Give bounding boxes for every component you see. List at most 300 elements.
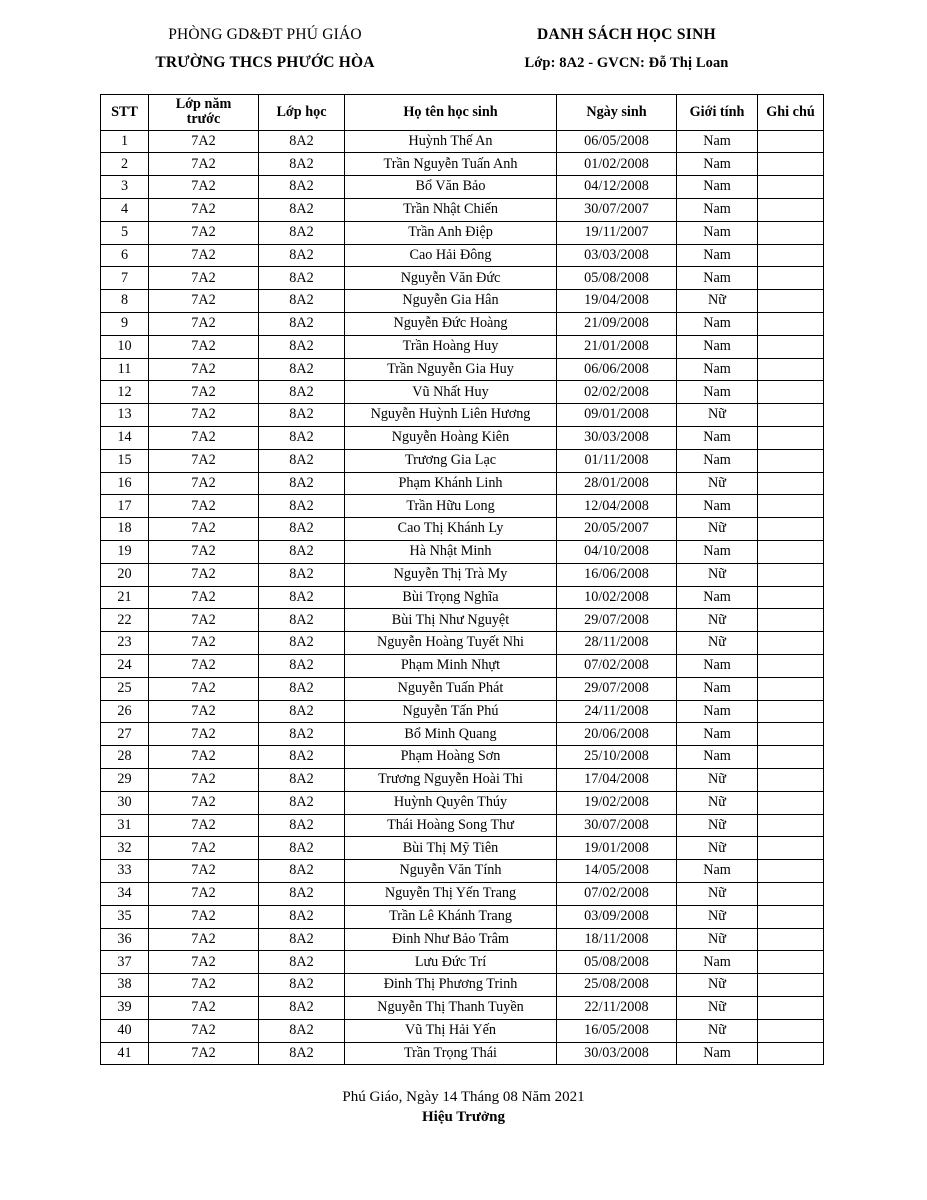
- table-header-row: [101, 95, 824, 131]
- cell-stt: 38: [101, 974, 149, 997]
- cell-note: [758, 221, 824, 244]
- cell-prev-class: 7A2: [149, 541, 259, 564]
- cell-gender: Nam: [677, 313, 758, 336]
- cell-stt: 22: [101, 609, 149, 632]
- cell-gender: Nữ: [677, 974, 758, 997]
- cell-stt: 31: [101, 814, 149, 837]
- cell-dob: 24/11/2008: [557, 700, 677, 723]
- cell-dob: 04/10/2008: [557, 541, 677, 564]
- cell-name: Trần Lê Khánh Trang: [345, 905, 557, 928]
- table-row: [101, 609, 824, 632]
- cell-class: 8A2: [259, 746, 345, 769]
- cell-gender: Nữ: [677, 768, 758, 791]
- cell-dob: 30/03/2008: [557, 1042, 677, 1065]
- cell-prev-class: 7A2: [149, 700, 259, 723]
- cell-note: [758, 814, 824, 837]
- cell-gender: Nam: [677, 449, 758, 472]
- cell-dob: 09/01/2008: [557, 404, 677, 427]
- cell-note: [758, 768, 824, 791]
- cell-note: [758, 427, 824, 450]
- cell-note: [758, 677, 824, 700]
- cell-gender: Nữ: [677, 1019, 758, 1042]
- cell-gender: Nữ: [677, 928, 758, 951]
- cell-note: [758, 837, 824, 860]
- cell-class: 8A2: [259, 449, 345, 472]
- cell-class: 8A2: [259, 244, 345, 267]
- column-header-name: Họ tên học sinh: [345, 95, 557, 131]
- cell-gender: Nam: [677, 700, 758, 723]
- cell-note: [758, 244, 824, 267]
- cell-prev-class: 7A2: [149, 518, 259, 541]
- cell-class: 8A2: [259, 791, 345, 814]
- cell-dob: 05/08/2008: [557, 267, 677, 290]
- cell-dob: 20/06/2008: [557, 723, 677, 746]
- table-row: [101, 335, 824, 358]
- cell-prev-class: 7A2: [149, 768, 259, 791]
- cell-dob: 06/06/2008: [557, 358, 677, 381]
- cell-stt: 1: [101, 130, 149, 153]
- cell-note: [758, 791, 824, 814]
- cell-dob: 19/02/2008: [557, 791, 677, 814]
- table-row: [101, 518, 824, 541]
- cell-gender: Nam: [677, 586, 758, 609]
- cell-name: Trần Nhật Chiến: [345, 199, 557, 222]
- cell-dob: 20/05/2007: [557, 518, 677, 541]
- cell-prev-class: 7A2: [149, 153, 259, 176]
- cell-gender: Nam: [677, 335, 758, 358]
- cell-stt: 40: [101, 1019, 149, 1042]
- cell-dob: 03/09/2008: [557, 905, 677, 928]
- class-teacher-line: Lớp: 8A2 - GVCN: Đỗ Thị Loan: [524, 55, 729, 71]
- cell-class: 8A2: [259, 221, 345, 244]
- cell-gender: Nữ: [677, 837, 758, 860]
- cell-name: Đinh Như Bảo Trâm: [345, 928, 557, 951]
- cell-class: 8A2: [259, 313, 345, 336]
- cell-name: Trương Nguyễn Hoài Thi: [345, 768, 557, 791]
- cell-stt: 2: [101, 153, 149, 176]
- cell-prev-class: 7A2: [149, 404, 259, 427]
- table-row: [101, 267, 824, 290]
- cell-stt: 30: [101, 791, 149, 814]
- cell-dob: 01/02/2008: [557, 153, 677, 176]
- cell-name: Nguyễn Thị Trà My: [345, 563, 557, 586]
- cell-dob: 07/02/2008: [557, 654, 677, 677]
- cell-gender: Nữ: [677, 791, 758, 814]
- cell-stt: 27: [101, 723, 149, 746]
- cell-note: [758, 654, 824, 677]
- cell-gender: Nam: [677, 495, 758, 518]
- cell-name: Vũ Nhất Huy: [345, 381, 557, 404]
- cell-stt: 24: [101, 654, 149, 677]
- cell-gender: Nữ: [677, 814, 758, 837]
- cell-name: Nguyễn Tấn Phú: [345, 700, 557, 723]
- cell-dob: 19/04/2008: [557, 290, 677, 313]
- cell-gender: Nam: [677, 244, 758, 267]
- table-row: [101, 768, 824, 791]
- cell-prev-class: 7A2: [149, 449, 259, 472]
- cell-prev-class: 7A2: [149, 837, 259, 860]
- cell-dob: 18/11/2008: [557, 928, 677, 951]
- table-row: [101, 541, 824, 564]
- document-title: DANH SÁCH HỌC SINH: [537, 26, 716, 43]
- cell-note: [758, 199, 824, 222]
- cell-stt: 4: [101, 199, 149, 222]
- cell-dob: 19/11/2007: [557, 221, 677, 244]
- cell-dob: 03/03/2008: [557, 244, 677, 267]
- cell-class: 8A2: [259, 951, 345, 974]
- table-row: [101, 1019, 824, 1042]
- cell-prev-class: 7A2: [149, 221, 259, 244]
- cell-prev-class: 7A2: [149, 928, 259, 951]
- cell-class: 8A2: [259, 609, 345, 632]
- cell-prev-class: 7A2: [149, 996, 259, 1019]
- cell-note: [758, 951, 824, 974]
- cell-stt: 8: [101, 290, 149, 313]
- cell-note: [758, 449, 824, 472]
- cell-note: [758, 176, 824, 199]
- table-row: [101, 974, 824, 997]
- cell-dob: 30/07/2008: [557, 814, 677, 837]
- cell-class: 8A2: [259, 996, 345, 1019]
- cell-name: Nguyễn Huỳnh Liên Hương: [345, 404, 557, 427]
- cell-dob: 19/01/2008: [557, 837, 677, 860]
- cell-stt: 29: [101, 768, 149, 791]
- cell-name: Đinh Thị Phương Trinh: [345, 974, 557, 997]
- cell-note: [758, 495, 824, 518]
- cell-class: 8A2: [259, 654, 345, 677]
- cell-name: Trần Hữu Long: [345, 495, 557, 518]
- cell-stt: 39: [101, 996, 149, 1019]
- cell-gender: Nam: [677, 153, 758, 176]
- cell-prev-class: 7A2: [149, 358, 259, 381]
- cell-prev-class: 7A2: [149, 860, 259, 883]
- cell-class: 8A2: [259, 381, 345, 404]
- column-header-dob: Ngày sinh: [557, 95, 677, 131]
- cell-prev-class: 7A2: [149, 814, 259, 837]
- table-row: [101, 199, 824, 222]
- cell-dob: 29/07/2008: [557, 609, 677, 632]
- cell-name: Phạm Minh Nhựt: [345, 654, 557, 677]
- cell-class: 8A2: [259, 1019, 345, 1042]
- cell-class: 8A2: [259, 472, 345, 495]
- cell-class: 8A2: [259, 518, 345, 541]
- cell-gender: Nữ: [677, 404, 758, 427]
- cell-stt: 16: [101, 472, 149, 495]
- cell-dob: 02/02/2008: [557, 381, 677, 404]
- cell-name: Nguyễn Đức Hoàng: [345, 313, 557, 336]
- header-line-1: [100, 26, 823, 44]
- table-row: [101, 677, 824, 700]
- cell-stt: 17: [101, 495, 149, 518]
- table-row: [101, 791, 824, 814]
- cell-note: [758, 358, 824, 381]
- table-row: [101, 654, 824, 677]
- cell-prev-class: 7A2: [149, 974, 259, 997]
- cell-gender: Nữ: [677, 609, 758, 632]
- cell-name: Nguyễn Văn Tính: [345, 860, 557, 883]
- cell-name: Bổ Văn Bảo: [345, 176, 557, 199]
- cell-gender: Nam: [677, 951, 758, 974]
- cell-name: Bổ Minh Quang: [345, 723, 557, 746]
- cell-gender: Nữ: [677, 905, 758, 928]
- cell-class: 8A2: [259, 541, 345, 564]
- cell-name: Nguyễn Hoàng Kiên: [345, 427, 557, 450]
- table-row: [101, 586, 824, 609]
- cell-prev-class: 7A2: [149, 677, 259, 700]
- cell-gender: Nam: [677, 381, 758, 404]
- cell-name: Cao Hải Đông: [345, 244, 557, 267]
- cell-name: Trần Anh Điệp: [345, 221, 557, 244]
- cell-class: 8A2: [259, 814, 345, 837]
- table-row: [101, 951, 824, 974]
- cell-prev-class: 7A2: [149, 199, 259, 222]
- cell-name: Bùi Trọng Nghĩa: [345, 586, 557, 609]
- cell-gender: Nam: [677, 427, 758, 450]
- cell-class: 8A2: [259, 586, 345, 609]
- cell-note: [758, 335, 824, 358]
- table-row: [101, 837, 824, 860]
- cell-gender: Nam: [677, 176, 758, 199]
- cell-stt: 12: [101, 381, 149, 404]
- cell-stt: 20: [101, 563, 149, 586]
- student-roster-table-wrapper: [100, 94, 823, 1065]
- cell-note: [758, 746, 824, 769]
- cell-prev-class: 7A2: [149, 905, 259, 928]
- cell-dob: 16/05/2008: [557, 1019, 677, 1042]
- table-row: [101, 130, 824, 153]
- cell-dob: 01/11/2008: [557, 449, 677, 472]
- cell-stt: 26: [101, 700, 149, 723]
- cell-gender: Nam: [677, 199, 758, 222]
- column-header-stt: STT: [101, 95, 149, 131]
- cell-stt: 41: [101, 1042, 149, 1065]
- cell-dob: 30/07/2007: [557, 199, 677, 222]
- cell-name: Nguyễn Gia Hân: [345, 290, 557, 313]
- cell-gender: Nam: [677, 541, 758, 564]
- cell-class: 8A2: [259, 632, 345, 655]
- table-row: [101, 632, 824, 655]
- cell-name: Cao Thị Khánh Ly: [345, 518, 557, 541]
- cell-note: [758, 974, 824, 997]
- cell-name: Trần Nguyễn Gia Huy: [345, 358, 557, 381]
- cell-gender: Nữ: [677, 632, 758, 655]
- cell-stt: 21: [101, 586, 149, 609]
- cell-class: 8A2: [259, 837, 345, 860]
- cell-gender: Nam: [677, 1042, 758, 1065]
- cell-name: Huỳnh Quyên Thúy: [345, 791, 557, 814]
- cell-dob: 28/01/2008: [557, 472, 677, 495]
- cell-note: [758, 882, 824, 905]
- cell-name: Nguyễn Hoàng Tuyết Nhi: [345, 632, 557, 655]
- cell-note: [758, 996, 824, 1019]
- cell-name: Nguyễn Thị Thanh Tuyền: [345, 996, 557, 1019]
- cell-stt: 15: [101, 449, 149, 472]
- cell-stt: 5: [101, 221, 149, 244]
- student-roster-table: [100, 94, 824, 1065]
- cell-note: [758, 632, 824, 655]
- table-row: [101, 495, 824, 518]
- cell-stt: 6: [101, 244, 149, 267]
- cell-note: [758, 130, 824, 153]
- cell-stt: 9: [101, 313, 149, 336]
- column-header-prev-class: [149, 95, 259, 131]
- cell-prev-class: 7A2: [149, 563, 259, 586]
- cell-class: 8A2: [259, 495, 345, 518]
- cell-name: Nguyễn Tuấn Phát: [345, 677, 557, 700]
- cell-prev-class: 7A2: [149, 335, 259, 358]
- cell-dob: 14/05/2008: [557, 860, 677, 883]
- cell-class: 8A2: [259, 199, 345, 222]
- cell-prev-class: 7A2: [149, 654, 259, 677]
- cell-prev-class: 7A2: [149, 1019, 259, 1042]
- cell-dob: 30/03/2008: [557, 427, 677, 450]
- document-footer: [0, 1089, 927, 1126]
- cell-name: Bùi Thị Như Nguyệt: [345, 609, 557, 632]
- cell-prev-class: 7A2: [149, 130, 259, 153]
- cell-gender: Nữ: [677, 518, 758, 541]
- cell-dob: 25/10/2008: [557, 746, 677, 769]
- cell-dob: 12/04/2008: [557, 495, 677, 518]
- table-row: [101, 563, 824, 586]
- table-row: [101, 860, 824, 883]
- cell-class: 8A2: [259, 860, 345, 883]
- cell-gender: Nam: [677, 746, 758, 769]
- cell-gender: Nam: [677, 654, 758, 677]
- cell-dob: 10/02/2008: [557, 586, 677, 609]
- cell-stt: 10: [101, 335, 149, 358]
- cell-class: 8A2: [259, 563, 345, 586]
- table-row: [101, 404, 824, 427]
- cell-note: [758, 290, 824, 313]
- table-body: [101, 130, 824, 1065]
- table-row: [101, 700, 824, 723]
- cell-note: [758, 1019, 824, 1042]
- column-header-class: Lớp học: [259, 95, 345, 131]
- cell-note: [758, 267, 824, 290]
- table-row: [101, 723, 824, 746]
- cell-name: Trần Nguyễn Tuấn Anh: [345, 153, 557, 176]
- cell-class: 8A2: [259, 677, 345, 700]
- cell-prev-class: 7A2: [149, 313, 259, 336]
- cell-stt: 33: [101, 860, 149, 883]
- cell-class: 8A2: [259, 427, 345, 450]
- cell-stt: 28: [101, 746, 149, 769]
- cell-name: Trần Hoàng Huy: [345, 335, 557, 358]
- prev-class-line2: trước: [186, 111, 221, 128]
- cell-stt: 25: [101, 677, 149, 700]
- table-row: [101, 358, 824, 381]
- cell-prev-class: 7A2: [149, 791, 259, 814]
- cell-dob: 06/05/2008: [557, 130, 677, 153]
- cell-prev-class: 7A2: [149, 267, 259, 290]
- cell-gender: Nữ: [677, 882, 758, 905]
- cell-note: [758, 1042, 824, 1065]
- cell-stt: 3: [101, 176, 149, 199]
- cell-stt: 35: [101, 905, 149, 928]
- cell-gender: Nam: [677, 221, 758, 244]
- table-header: [101, 95, 824, 131]
- cell-class: 8A2: [259, 335, 345, 358]
- cell-class: 8A2: [259, 974, 345, 997]
- cell-note: [758, 153, 824, 176]
- cell-name: Phạm Hoàng Sơn: [345, 746, 557, 769]
- footer-place-date: Phú Giáo, Ngày 14 Tháng 08 Năm 2021: [342, 1089, 585, 1105]
- cell-dob: 17/04/2008: [557, 768, 677, 791]
- cell-note: [758, 586, 824, 609]
- table-row: [101, 905, 824, 928]
- table-row: [101, 746, 824, 769]
- table-row: [101, 290, 824, 313]
- cell-gender: Nữ: [677, 472, 758, 495]
- cell-note: [758, 541, 824, 564]
- cell-class: 8A2: [259, 358, 345, 381]
- column-header-gender: Giới tính: [677, 95, 758, 131]
- cell-stt: 11: [101, 358, 149, 381]
- cell-note: [758, 905, 824, 928]
- cell-class: 8A2: [259, 404, 345, 427]
- cell-prev-class: 7A2: [149, 244, 259, 267]
- table-row: [101, 381, 824, 404]
- cell-dob: 25/08/2008: [557, 974, 677, 997]
- cell-prev-class: 7A2: [149, 176, 259, 199]
- cell-note: [758, 928, 824, 951]
- cell-prev-class: 7A2: [149, 381, 259, 404]
- cell-gender: Nam: [677, 130, 758, 153]
- cell-prev-class: 7A2: [149, 632, 259, 655]
- cell-gender: Nam: [677, 723, 758, 746]
- cell-name: Trương Gia Lạc: [345, 449, 557, 472]
- cell-prev-class: 7A2: [149, 472, 259, 495]
- cell-note: [758, 313, 824, 336]
- cell-name: Bùi Thị Mỹ Tiên: [345, 837, 557, 860]
- table-row: [101, 928, 824, 951]
- cell-gender: Nữ: [677, 996, 758, 1019]
- header-line-2: [100, 54, 823, 72]
- cell-class: 8A2: [259, 700, 345, 723]
- cell-gender: Nam: [677, 677, 758, 700]
- cell-stt: 36: [101, 928, 149, 951]
- cell-class: 8A2: [259, 176, 345, 199]
- cell-stt: 18: [101, 518, 149, 541]
- cell-stt: 37: [101, 951, 149, 974]
- cell-prev-class: 7A2: [149, 495, 259, 518]
- cell-note: [758, 563, 824, 586]
- cell-name: Trần Trọng Thái: [345, 1042, 557, 1065]
- cell-prev-class: 7A2: [149, 586, 259, 609]
- cell-name: Nguyễn Văn Đức: [345, 267, 557, 290]
- table-row: [101, 221, 824, 244]
- cell-dob: 21/01/2008: [557, 335, 677, 358]
- cell-class: 8A2: [259, 882, 345, 905]
- table-row: [101, 313, 824, 336]
- cell-prev-class: 7A2: [149, 882, 259, 905]
- cell-dob: 16/06/2008: [557, 563, 677, 586]
- cell-stt: 34: [101, 882, 149, 905]
- cell-stt: 19: [101, 541, 149, 564]
- cell-note: [758, 723, 824, 746]
- cell-prev-class: 7A2: [149, 746, 259, 769]
- cell-class: 8A2: [259, 290, 345, 313]
- cell-note: [758, 518, 824, 541]
- cell-class: 8A2: [259, 130, 345, 153]
- cell-class: 8A2: [259, 905, 345, 928]
- cell-class: 8A2: [259, 153, 345, 176]
- cell-note: [758, 609, 824, 632]
- cell-dob: 21/09/2008: [557, 313, 677, 336]
- cell-note: [758, 404, 824, 427]
- cell-name: Nguyễn Thị Yến Trang: [345, 882, 557, 905]
- cell-class: 8A2: [259, 723, 345, 746]
